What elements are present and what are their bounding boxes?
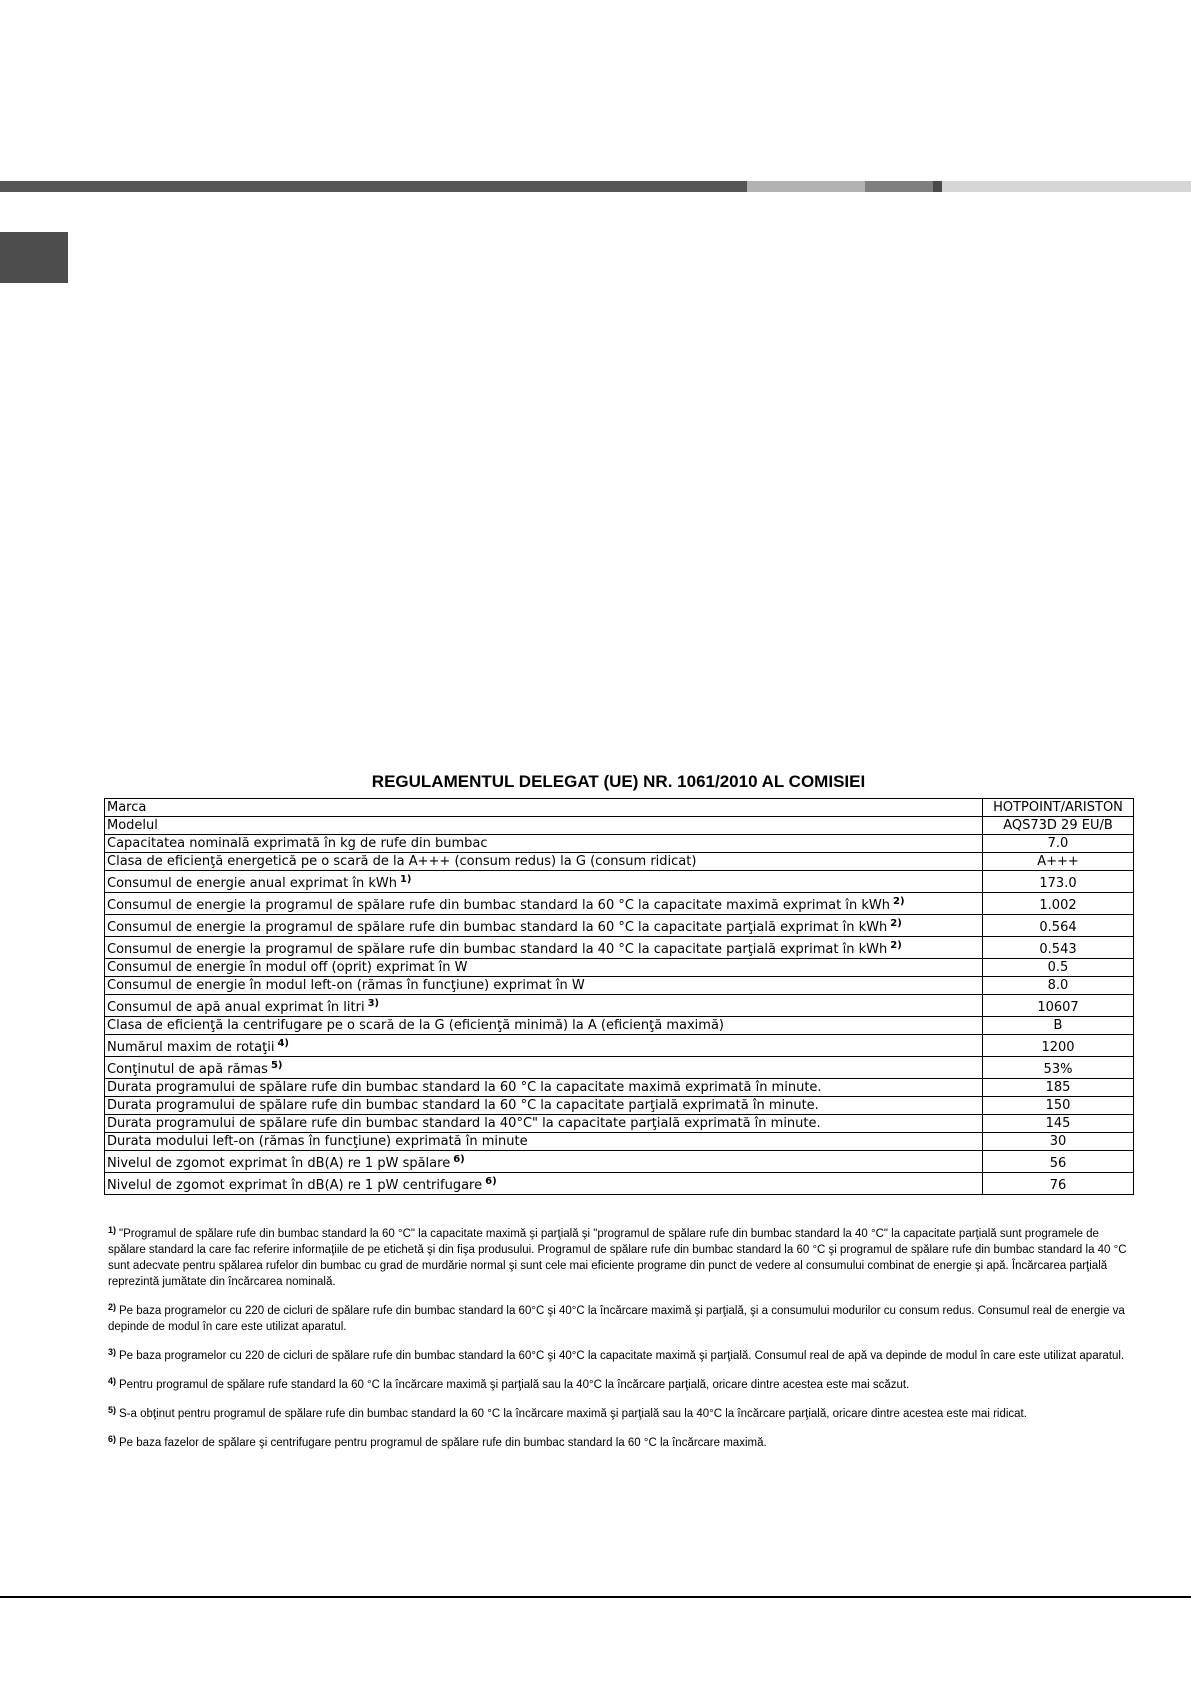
row-label: Clasa de eficienţă energetică pe o scară de la A+++ (consum redus) la G (consum ridicat) bbox=[107, 853, 697, 869]
row-label-cell bbox=[105, 977, 983, 995]
row-label-cell bbox=[105, 1151, 983, 1173]
row-label: Nivelul de zgomot exprimat în dB(A) re 1 pW centrifugare bbox=[107, 1178, 483, 1193]
row-value: 53% bbox=[983, 1057, 1134, 1079]
row-label: Durata programului de spălare rufe din bumbac standard la 60 °C la capacitate maximă exprimată în minute. bbox=[107, 1079, 822, 1095]
table-row bbox=[105, 959, 1134, 977]
row-value: AQS73D 29 EU/B bbox=[983, 817, 1134, 835]
footnote bbox=[108, 1435, 1134, 1451]
table-row bbox=[105, 1097, 1134, 1115]
footer-divider bbox=[0, 1596, 1191, 1598]
header-bar-segment bbox=[933, 181, 942, 192]
footnote-mark: 1) bbox=[108, 1225, 117, 1235]
table-row bbox=[105, 893, 1134, 915]
footnote-text: Pentru programul de spălare rufe standard la 60 °C la încărcare maximă şi parţială sau la 40°C la încărcare parţială, oricare dintre acestea este mai scăzut. bbox=[119, 1379, 910, 1391]
row-value: 1.002 bbox=[983, 893, 1134, 915]
row-label-cell bbox=[105, 1017, 983, 1035]
table-row bbox=[105, 1115, 1134, 1133]
row-value: 10607 bbox=[983, 995, 1134, 1017]
row-footnote-ref: 3) bbox=[367, 998, 380, 1009]
row-label-cell bbox=[105, 799, 983, 817]
row-value: 1200 bbox=[983, 1035, 1134, 1057]
table-row bbox=[105, 915, 1134, 937]
footnote-mark: 6) bbox=[108, 1434, 117, 1444]
row-value: 56 bbox=[983, 1151, 1134, 1173]
table-row bbox=[105, 799, 1134, 817]
row-label: Durata modului left-on (rămas în funcţiune) exprimată în minute bbox=[107, 1133, 528, 1149]
row-value: 0.543 bbox=[983, 937, 1134, 959]
header-bar-segment bbox=[865, 181, 933, 192]
table-row bbox=[105, 1057, 1134, 1079]
table-row bbox=[105, 871, 1134, 893]
footnote-mark: 2) bbox=[108, 1302, 117, 1312]
header-bar-segment bbox=[0, 181, 747, 192]
footnote-text: Pe baza programelor cu 220 de cicluri de spălare rufe din bumbac standard la 60°C şi 40°C la încărcare maximă şi parţială, şi a consumului modurilor cu consum redus. Consumul real de energie va depinde de modul în care este utilizat aparatul. bbox=[108, 1305, 1125, 1333]
row-label-cell bbox=[105, 915, 983, 937]
row-value: 0.5 bbox=[983, 959, 1134, 977]
row-label-cell bbox=[105, 995, 983, 1017]
regulation-title: REGULAMENTUL DELEGAT (UE) NR. 1061/2010 AL COMISIEI bbox=[371, 772, 866, 791]
table-row bbox=[105, 977, 1134, 995]
footnote-text: Pe baza programelor cu 220 de cicluri de spălare rufe din bumbac standard la 60°C şi 40°C la capacitate maximă şi parţială. Consumul real de apă va depinde de modul în care este utilizat aparatul. bbox=[119, 1350, 1125, 1362]
row-label-cell bbox=[105, 1097, 983, 1115]
row-label: Consumul de apă anual exprimat în litri bbox=[107, 1000, 365, 1015]
row-label-cell bbox=[105, 817, 983, 835]
header-bar-segment bbox=[747, 181, 865, 192]
row-label-cell bbox=[105, 937, 983, 959]
row-value: 150 bbox=[983, 1097, 1134, 1115]
footnote-mark: 3) bbox=[108, 1347, 117, 1357]
row-footnote-ref: 1) bbox=[399, 874, 412, 885]
language-tab-marker bbox=[0, 232, 68, 283]
row-footnote-ref: 5) bbox=[270, 1060, 283, 1071]
row-value: B bbox=[983, 1017, 1134, 1035]
table-row bbox=[105, 835, 1134, 853]
table-row bbox=[105, 1133, 1134, 1151]
footnote-text: Pe baza fazelor de spălare şi centrifugare pentru programul de spălare rufe din bumbac standard la 60 °C la încărcare maximă. bbox=[119, 1437, 767, 1449]
table-row bbox=[105, 1173, 1134, 1195]
row-value: 30 bbox=[983, 1133, 1134, 1151]
row-label: Consumul de energie anual exprimat în kWh bbox=[107, 876, 397, 891]
row-footnote-ref: 2) bbox=[890, 918, 902, 929]
row-footnote-ref: 6) bbox=[453, 1154, 465, 1165]
table-row bbox=[105, 995, 1134, 1017]
table-row bbox=[105, 1079, 1134, 1097]
row-footnote-ref: 2) bbox=[892, 896, 905, 907]
footnote-mark: 4) bbox=[108, 1376, 117, 1386]
row-footnote-ref: 4) bbox=[277, 1038, 289, 1049]
row-label-cell bbox=[105, 853, 983, 871]
footnote bbox=[108, 1226, 1134, 1290]
row-label: Modelul bbox=[107, 817, 158, 833]
product-spec-table bbox=[104, 798, 1134, 1195]
row-label: Consumul de energie la programul de spălare rufe din bumbac standard la 40 °C la capacitate parţială exprimat în kWh bbox=[107, 942, 888, 957]
row-label: Consumul de energie la programul de spălare rufe din bumbac standard la 60 °C la capacitate maximă exprimat în kWh bbox=[107, 898, 890, 913]
row-label: Clasa de eficienţă la centrifugare pe o scară de la G (eficienţă minimă) la A (eficienţă maximă) bbox=[107, 1017, 724, 1033]
footnote-mark: 5) bbox=[108, 1405, 117, 1415]
row-label: Consumul de energie la programul de spălare rufe din bumbac standard la 60 °C la capacitate parţială exprimat în kWh bbox=[107, 920, 888, 935]
row-label-cell bbox=[105, 835, 983, 853]
footnote bbox=[108, 1303, 1134, 1335]
row-label-cell bbox=[105, 871, 983, 893]
table-row bbox=[105, 937, 1134, 959]
footnote-text: S-a obţinut pentru programul de spălare rufe din bumbac standard la 60 °C la încărcare maximă şi parţială sau la 40°C la încărcare parţială, oricare dintre acestea este mai ridicat. bbox=[119, 1408, 1027, 1420]
footnotes bbox=[108, 1226, 1134, 1464]
row-value: 76 bbox=[983, 1173, 1134, 1195]
row-label: Capacitatea nominală exprimată în kg de rufe din bumbac bbox=[107, 835, 488, 851]
table-row bbox=[105, 1151, 1134, 1173]
row-label: Durata programului de spălare rufe din bumbac standard la 60 °C la capacitate parţială exprimată în minute. bbox=[107, 1097, 819, 1113]
row-label: Durata programului de spălare rufe din bumbac standard la 40°C" la capacitate parţială exprimată în minute. bbox=[107, 1115, 821, 1131]
row-label: Consumul de energie în modul off (oprit) exprimat în W bbox=[107, 959, 468, 975]
row-value: 0.564 bbox=[983, 915, 1134, 937]
row-value: 145 bbox=[983, 1115, 1134, 1133]
table-row bbox=[105, 817, 1134, 835]
header-bar-segment bbox=[942, 181, 1191, 192]
row-label-cell bbox=[105, 893, 983, 915]
footnote bbox=[108, 1348, 1134, 1364]
row-label-cell bbox=[105, 1133, 983, 1151]
table-row bbox=[105, 1017, 1134, 1035]
row-footnote-ref: 6) bbox=[485, 1176, 497, 1187]
row-label: Consumul de energie în modul left-on (rămas în funcţiune) exprimat în W bbox=[107, 977, 585, 993]
row-value: HOTPOINT/ARISTON bbox=[983, 799, 1134, 817]
row-label-cell bbox=[105, 1057, 983, 1079]
row-value: 173.0 bbox=[983, 871, 1134, 893]
row-label-cell bbox=[105, 1079, 983, 1097]
table-row bbox=[105, 853, 1134, 871]
table-row bbox=[105, 1035, 1134, 1057]
row-footnote-ref: 2) bbox=[890, 940, 902, 951]
row-label: Marca bbox=[107, 799, 147, 815]
footnote bbox=[108, 1406, 1134, 1422]
row-label-cell bbox=[105, 1173, 983, 1195]
row-value: 8.0 bbox=[983, 977, 1134, 995]
footnote bbox=[108, 1377, 1134, 1393]
footnote-text: "Programul de spălare rufe din bumbac standard la 60 °C" la capacitate maximă şi parţială şi "programul de spălare rufe din bumbac standard la 40 °C" la capacitate parţială sunt programele de spălare standard la care fac referire informaţiile de pe etichetă şi din fişa produsului. Programul de spălare rufe din bumbac standard la 60 °C şi programul de spălare rufe din bumbac standard la 40 °C sunt adecvate pentru spălarea rufelor din bumbac cu grad de murdărie normal şi sunt cele mai eficiente programe din punct de vedere al consumului combinat de energie şi apă. Încărcarea parţială reprezintă jumătate din încărcarea nominală. bbox=[108, 1228, 1127, 1288]
row-label-cell bbox=[105, 959, 983, 977]
row-label-cell bbox=[105, 1115, 983, 1133]
row-value: A+++ bbox=[983, 853, 1134, 871]
row-value: 7.0 bbox=[983, 835, 1134, 853]
row-label: Conţinutul de apă rămas bbox=[107, 1062, 268, 1077]
row-label-cell bbox=[105, 1035, 983, 1057]
row-label: Numărul maxim de rotaţii bbox=[107, 1040, 275, 1055]
row-label: Nivelul de zgomot exprimat în dB(A) re 1 pW spălare bbox=[107, 1156, 451, 1171]
row-value: 185 bbox=[983, 1079, 1134, 1097]
